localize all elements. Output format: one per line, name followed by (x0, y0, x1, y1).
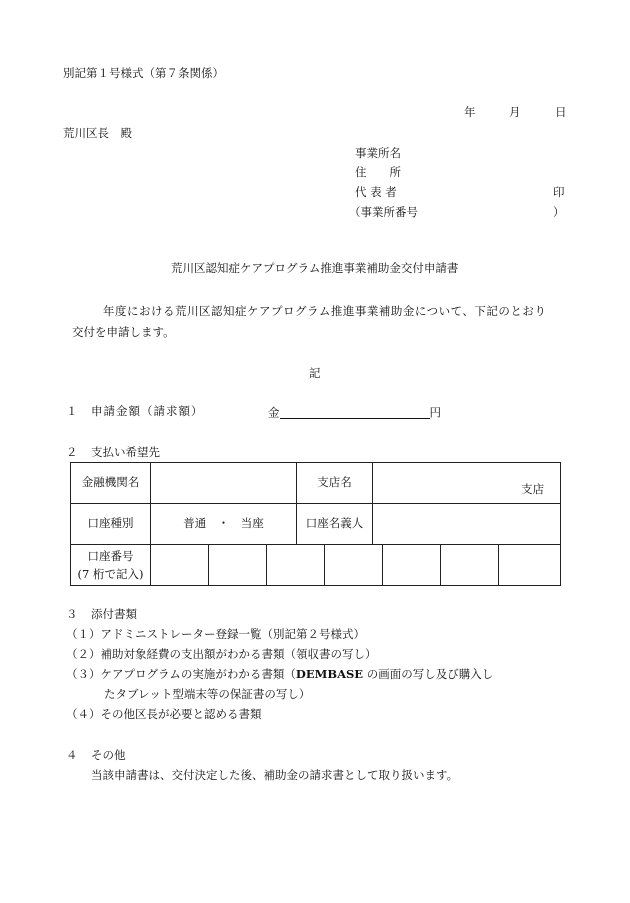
attachment-item-1-text: アドミニストレーター登録一覧（別記第２号様式） (100, 627, 365, 641)
section3-number: ３ (66, 607, 78, 621)
bank-name-cell[interactable] (151, 463, 297, 504)
attachment-item-3-num: （３） (66, 667, 101, 681)
ki-heading: 記 (309, 366, 321, 380)
intro-line-2: 交付を申請します。 (72, 325, 175, 339)
account-digit-4[interactable] (325, 545, 383, 586)
date-month-label: 月 (509, 105, 521, 119)
bank-name-label: 金融機関名 (71, 463, 151, 504)
amount-suffix: 円 (429, 405, 441, 420)
account-digit-3[interactable] (267, 545, 325, 586)
account-digit-5[interactable] (383, 545, 441, 586)
branch-name-label: 支店名 (297, 463, 373, 504)
account-number-label (71, 545, 151, 586)
account-digit-2[interactable] (209, 545, 267, 586)
amount-blank[interactable] (280, 406, 430, 419)
account-type-cell[interactable]: 普通 ・ 当座 (151, 504, 297, 545)
account-digit-1[interactable] (151, 545, 209, 586)
section1-label: 申請金額（請求額） (91, 404, 204, 418)
attachment-item-3-line2: たタブレット型端末等の保証書の写し） (104, 687, 311, 701)
addressee: 荒川区長 殿 (63, 126, 132, 140)
amount-prefix: 金 (268, 405, 280, 420)
seal-mark: 印 (553, 185, 565, 199)
attachment-item-3 (66, 669, 493, 681)
attachment-item-3-dembase: DEMBASE (295, 667, 364, 681)
intro-line-1: 年度における荒川区認知症ケアプログラム推進事業補助金について、下記のとおり (103, 304, 547, 318)
attachment-item-4 (66, 709, 262, 721)
branch-suffix: 支店 (521, 481, 545, 496)
office-name-label: 事業所名 (355, 146, 401, 160)
date-year-label: 年 (464, 105, 476, 119)
attachment-item-1 (66, 629, 365, 641)
attachment-item-1-num: （１） (66, 627, 101, 641)
section4-text: 当該申請書は、交付決定した後、補助金の請求書として取り扱います。 (91, 768, 459, 782)
account-number-label-line1: 口座番号 (87, 548, 134, 563)
representative-label: 代 表 者 (355, 185, 397, 199)
payment-destination-table (70, 462, 561, 586)
section2-number: ２ (66, 445, 78, 459)
account-holder-label: 口座名義人 (297, 504, 373, 545)
account-holder-cell[interactable] (373, 504, 561, 545)
attachment-item-3-text-post: の画面の写し及び購入し (363, 667, 494, 681)
bank-row (71, 463, 561, 504)
attachment-item-4-text: その他区長が必要と認める書類 (100, 707, 262, 721)
attachment-item-2 (66, 649, 377, 661)
attachment-item-3-text-pre: ケアプログラムの実施がわかる書類（ (100, 667, 296, 681)
account-type-label: 口座種別 (71, 504, 151, 545)
account-digit-6[interactable] (441, 545, 499, 586)
section2-label: 支払い希望先 (91, 445, 160, 459)
attachment-item-2-text: 補助対象経費の支出額がわかる書類（領収書の写し） (100, 647, 377, 661)
section3-label: 添付書類 (91, 607, 137, 621)
section4-number: ４ (66, 748, 78, 762)
section1-number: １ (66, 404, 78, 418)
amount-field[interactable] (268, 406, 441, 419)
office-number-label: （事業所番号 (349, 205, 418, 219)
account-type-row (71, 504, 561, 545)
attachment-item-2-num: （２） (66, 647, 101, 661)
account-number-row (71, 545, 561, 586)
branch-name-cell[interactable] (373, 463, 561, 504)
date-day-label: 日 (555, 105, 567, 119)
office-number-close: ） (553, 205, 565, 219)
account-number-label-line2: (7 桁で記入) (77, 567, 144, 581)
form-reference: 別記第１号様式（第７条関係） (63, 66, 224, 80)
account-digit-7[interactable] (499, 545, 561, 586)
section4-label: その他 (91, 748, 126, 762)
attachment-item-4-num: （４） (66, 707, 101, 721)
address-label: 住 所 (355, 165, 401, 179)
document-title: 荒川区認知症ケアプログラム推進事業補助金交付申請書 (171, 261, 459, 275)
